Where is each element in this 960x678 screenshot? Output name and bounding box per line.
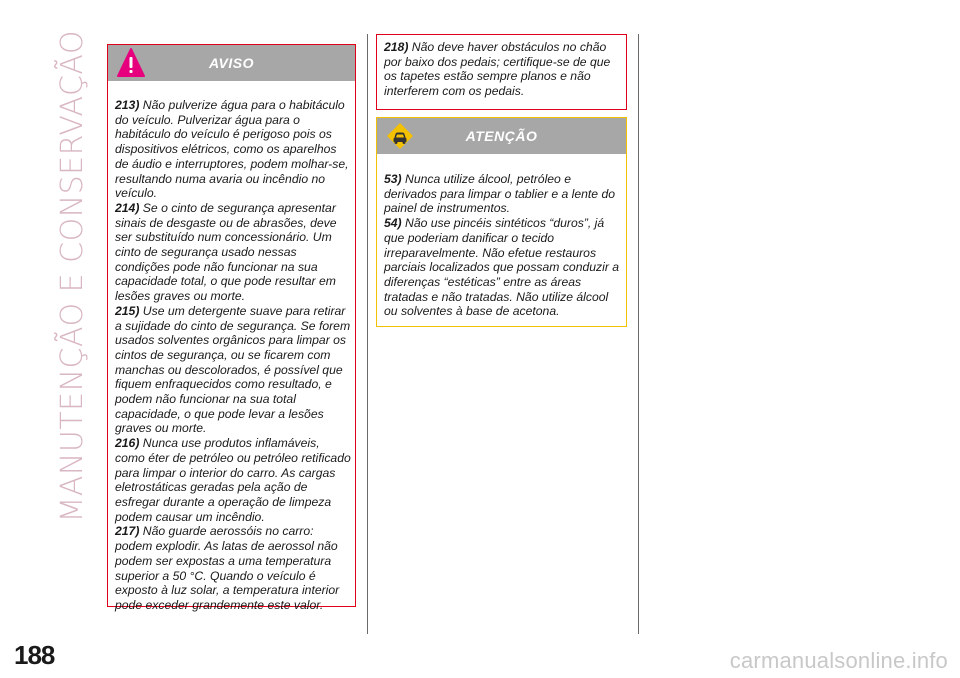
item-text: Se o cinto de segurança apresentar sinais de desgaste ou de abrasões, deve ser substituído num concessionário. Um cinto de segurança usado nessas condições pode não funcionar na sua capacidade total, o que pode resultar em lesões graves ou morte. bbox=[115, 200, 337, 304]
item-text: Não deve haver obstáculos no chão por baixo dos pedais; certifique-se de que os tapetes estão sempre planos e não interferem com os pedais. bbox=[384, 40, 611, 99]
item-number: 214) bbox=[115, 200, 140, 215]
page-number: 188 bbox=[14, 640, 55, 670]
watermark: carmanualsonline.info bbox=[729, 648, 948, 673]
list-item bbox=[384, 40, 622, 99]
car-caution-icon bbox=[385, 121, 415, 156]
list-item bbox=[115, 98, 352, 201]
item-number: 213) bbox=[115, 98, 140, 112]
aviso-cont-items bbox=[377, 35, 626, 99]
atencao-items bbox=[377, 154, 626, 319]
item-number: 217) bbox=[115, 524, 140, 539]
item-number: 216) bbox=[115, 436, 140, 451]
warning-exclamation-icon bbox=[116, 47, 146, 84]
aviso-continuation-box bbox=[376, 34, 627, 110]
list-item bbox=[115, 524, 352, 612]
list-item bbox=[115, 304, 352, 436]
item-text: Use um detergente suave para retirar a sujidade do cinto de segurança. Se forem usados solventes orgânicos para limpar os cintos de segurança, ou se ficarem com manchas ou descolorados, é possível que fiquem enfraquecidos como resultado, e podem não funcionar na sua total capacidade, o que pode levar a lesões graves ou morte. bbox=[115, 303, 351, 436]
item-number: 53) bbox=[384, 172, 402, 186]
aviso-items bbox=[108, 81, 355, 613]
aviso-title: AVISO bbox=[208, 55, 255, 71]
atencao-box bbox=[376, 117, 627, 327]
item-text: Não pulverize água para o habitáculo do veículo. Pulverizar água para o habitáculo do veículo é perigoso pois os dispositivos elétricos, como os aparelhos de áudio e interruptores, podem molhar-se, resultando numa avaria ou incêndio no veículo. bbox=[115, 98, 349, 201]
item-number: 218) bbox=[384, 40, 409, 54]
atencao-header bbox=[377, 118, 626, 154]
atencao-title: ATENÇÃO bbox=[465, 128, 538, 144]
list-item bbox=[115, 436, 352, 524]
item-number: 54) bbox=[384, 216, 402, 231]
column-divider-left bbox=[367, 34, 368, 634]
item-text: Não guarde aerossóis no carro: podem explodir. As latas de aerossol não podem ser expostas a uma temperatura superior a 50 °C. Quando o veículo é exposto à luz solar, a temperatura interior pode exceder grandemente este valor. bbox=[115, 524, 340, 612]
item-text: Nunca utilize álcool, petróleo e derivados para limpar o tablier e a lente do painel de instrumentos. bbox=[384, 172, 616, 216]
aviso-box bbox=[107, 44, 356, 612]
list-item bbox=[384, 216, 623, 319]
item-text: Nunca use produtos inflamáveis, como éter de petróleo ou petróleo retificado para limpar o interior do carro. As cargas eletrostáticas geradas pela ação de esfregar durante a operação de limpeza podem causar um incêndio. bbox=[115, 436, 351, 524]
list-item bbox=[384, 172, 623, 216]
item-number: 215) bbox=[115, 303, 140, 318]
item-text: Não use pincéis sintéticos “duros”, já que poderiam danificar o tecido irreparavelmente. Não efetue restauros parciais localizados que possam conduzir a diferenças “estéticas” entre as áreas tratadas e não tratadas. Não utilize álcool ou solventes à base de acetona. bbox=[384, 216, 620, 319]
aviso-header bbox=[108, 45, 355, 81]
column-divider-right bbox=[638, 34, 639, 634]
section-title: MANUTENÇÃO E CONSERVAÇÃO bbox=[54, 30, 90, 523]
list-item bbox=[115, 201, 352, 304]
